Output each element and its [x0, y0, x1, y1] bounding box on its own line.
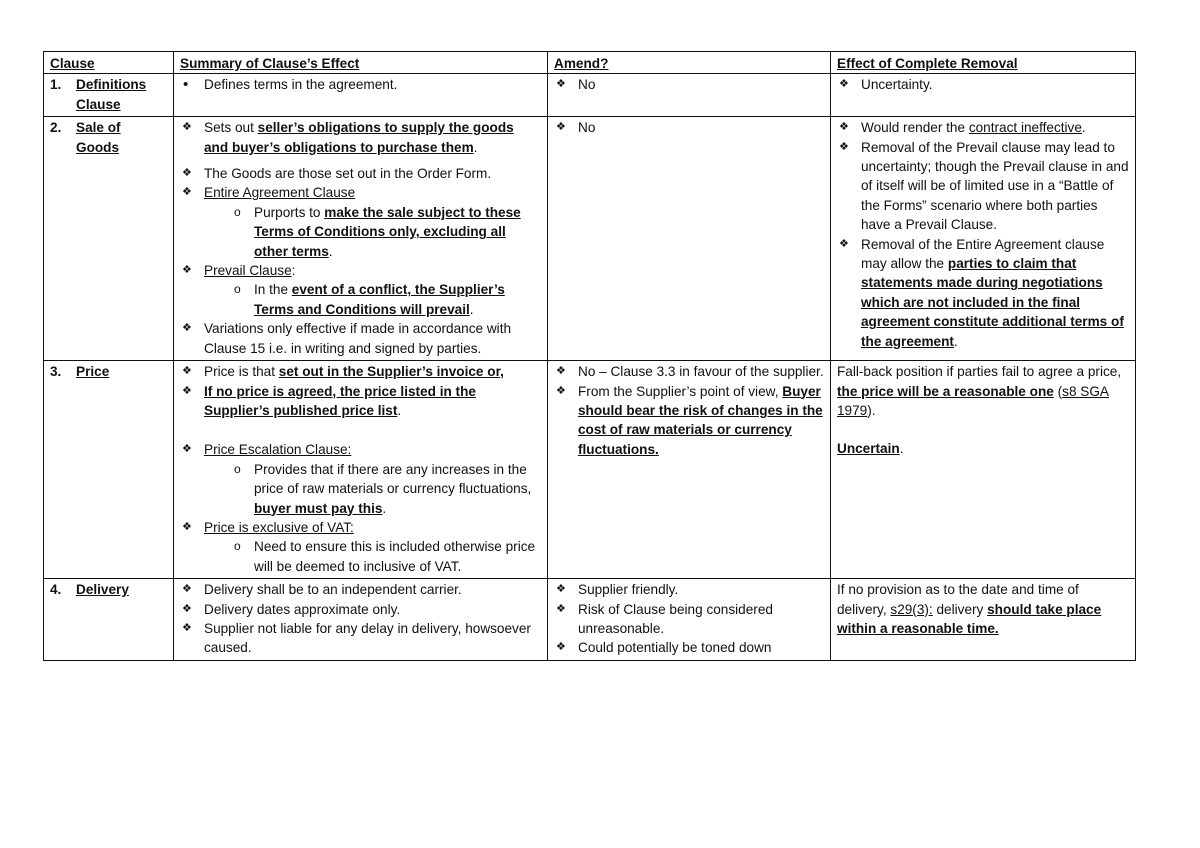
header-amend: Amend? [548, 52, 831, 74]
amend-cell [548, 361, 831, 579]
list-item: ❖ No [554, 75, 824, 94]
header-row [44, 52, 1136, 74]
summary-cell [174, 579, 548, 661]
clause-name: Definitions Clause [76, 77, 147, 112]
clause-number: 1. [50, 77, 62, 93]
summary-cell [174, 117, 548, 361]
header-effect: Effect of Complete Removal [831, 52, 1136, 74]
amend-cell [548, 74, 831, 117]
clause-name: Delivery [76, 582, 129, 598]
sub-list-item: o Purports to make the sale subject to these Terms of Conditions only, excluding all other terms. [232, 203, 541, 261]
list-item: ❖ Would render the contract ineffective. [837, 118, 1129, 137]
effect-cell [831, 361, 1136, 579]
table-row [44, 361, 1136, 579]
list-item: ❖ Supplier friendly. [554, 580, 824, 599]
list-item: ❖ If no price is agreed, the price listed in the Supplier’s published price list. [180, 382, 541, 421]
fallback-text: Fall-back position if parties fail to agree a price, the price will be a reasonable one (s8 SGA 1979). [837, 364, 1122, 418]
effect-cell [831, 74, 1136, 117]
clause-cell [44, 117, 174, 361]
clause-number: 3. [50, 364, 62, 380]
list-item: ❖ Price Escalation Clause: o Provides that if there are any increases in the price of raw materials or currency fluctuations, buyer must pay this. [180, 440, 541, 518]
clause-name: Sale of Goods [76, 120, 121, 155]
summary-cell [174, 74, 548, 117]
list-item: ❖ Could potentially be toned down [554, 638, 824, 657]
list-item: ❖ Uncertainty. [837, 75, 1129, 94]
list-item: ❖ The Goods are those set out in the Order Form. [180, 164, 541, 183]
sub-list-item: o In the event of a conflict, the Supplier’s Terms and Conditions will prevail. [232, 280, 541, 319]
list-item: ❖ Delivery dates approximate only. [180, 600, 541, 619]
list-item: ❖ Sets out seller’s obligations to supply the goods and buyer’s obligations to purchase them. [180, 118, 541, 157]
uncertain-text: Uncertain. [837, 441, 904, 457]
list-item: ❖ No [554, 118, 824, 137]
clause-number: 4. [50, 582, 62, 598]
list-item: ❖ Removal of the Prevail clause may lead to uncertainty; though the Prevail clause in and of itself will be of limited use in a “Battle of the Forms” scenario where both parties have a Prevail Clause. [837, 138, 1129, 235]
list-item: ❖ Removal of the Entire Agreement clause may allow the parties to claim that statements made during negotiations which are not included in the final agreement constitute additional terms of the agreement. [837, 235, 1129, 351]
list-item: ❖ Delivery shall be to an independent carrier. [180, 580, 541, 599]
list-item: ❖ Supplier not liable for any delay in delivery, howsoever caused. [180, 619, 541, 658]
list-item: ❖ From the Supplier’s point of view, Buyer should bear the risk of changes in the cost of raw materials or currency fluctuations. [554, 382, 824, 460]
clause-number: 2. [50, 120, 62, 136]
list-item: ❖ Prevail Clause: o In the event of a conflict, the Supplier’s Terms and Conditions will prevail. [180, 261, 541, 319]
clause-cell [44, 579, 174, 661]
list-item: ❖ Variations only effective if made in accordance with Clause 15 i.e. in writing and signed by parties. [180, 319, 541, 358]
list-item: ❖ Price is exclusive of VAT: o Need to ensure this is included otherwise price will be deemed to inclusive of VAT. [180, 518, 541, 576]
effect-cell [831, 117, 1136, 361]
sub-list-item: o Need to ensure this is included otherwise price will be deemed to inclusive of VAT. [232, 537, 541, 576]
list-item: ❖ No – Clause 3.3 in favour of the supplier. [554, 362, 824, 381]
table-row [44, 117, 1136, 361]
clause-table [43, 51, 1136, 661]
header-clause: Clause [44, 52, 174, 74]
list-item: ❖ Price is that set out in the Supplier’s invoice or, [180, 362, 541, 381]
clause-name: Price [76, 364, 110, 380]
list-item: ❖ Entire Agreement Clause o Purports to make the sale subject to these Terms of Conditions only, excluding all other terms. [180, 183, 541, 261]
clause-cell [44, 361, 174, 579]
amend-cell [548, 579, 831, 661]
delivery-effect-text: If no provision as to the date and time of delivery, s29(3): delivery should take place within a reasonable time. [837, 582, 1102, 636]
table-row [44, 74, 1136, 117]
summary-cell [174, 361, 548, 579]
amend-cell [548, 117, 831, 361]
sub-list-item: o Provides that if there are any increases in the price of raw materials or currency fluctuations, buyer must pay this. [232, 460, 541, 518]
table-row [44, 579, 1136, 661]
effect-cell [831, 579, 1136, 661]
list-item: ❖ Risk of Clause being considered unreasonable. [554, 600, 824, 639]
header-summary: Summary of Clause’s Effect [174, 52, 548, 74]
list-item: • Defines terms in the agreement. [180, 75, 541, 94]
clause-cell [44, 74, 174, 117]
